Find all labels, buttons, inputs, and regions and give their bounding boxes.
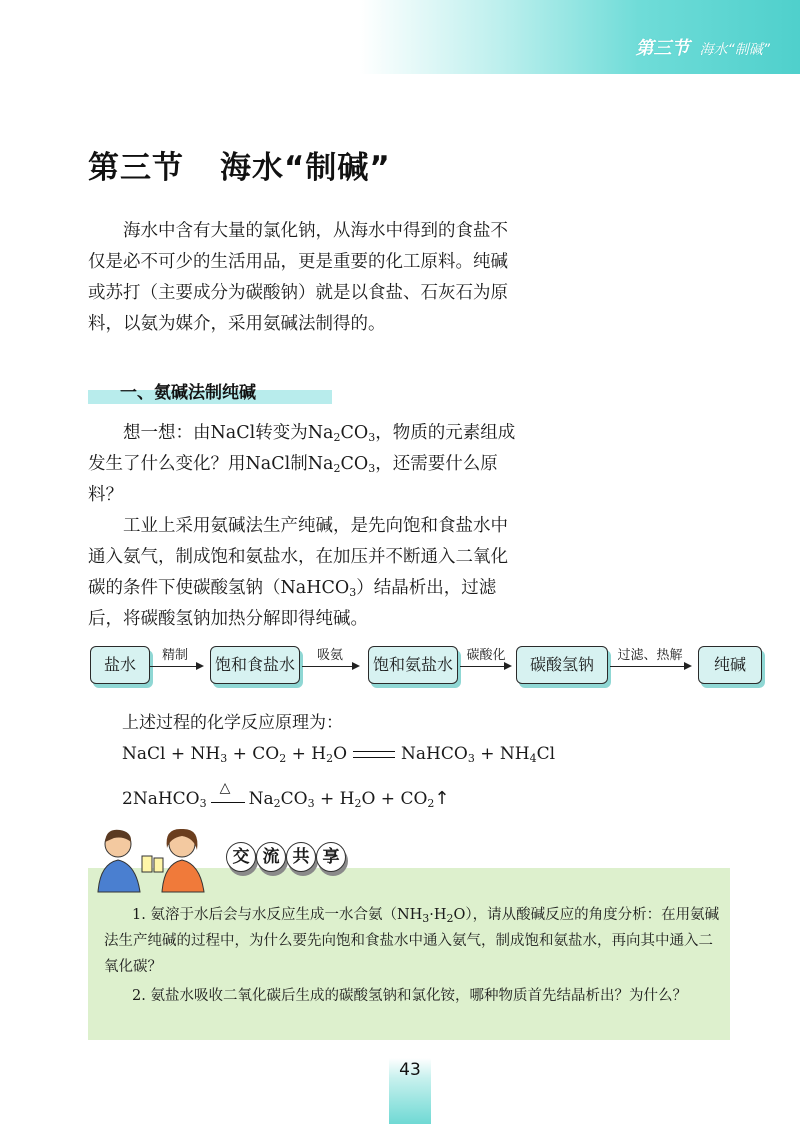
- discussion-question-1: 1. 氨溶于水后会与水反应生成一水合氨$(NH_3\cdot H_2O)$，请从酸碱反应的角度分析：在用氨碱法生产纯碱的过程中，为什么要先向饱和食盐水中通入氨气，制成饱和氨盐水，再向其中通入二氧化碳？: [104, 907, 720, 975]
- heat-triangle-icon: △: [219, 779, 231, 796]
- gas-up-arrow: ↑: [434, 788, 450, 809]
- flow-arrow-label: 吸氨: [316, 648, 343, 663]
- flow-arrow-label: 碳酸化: [466, 648, 506, 663]
- flow-box-sodium-bicarbonate: 碳酸氢钠: [516, 646, 608, 684]
- flow-arrow: [460, 666, 510, 667]
- flow-box-ammoniated-brine: 饱和氨盐水: [368, 646, 458, 684]
- flow-arrow: [302, 666, 358, 667]
- flow-arrow: [610, 666, 690, 667]
- running-header-section: 第三节: [635, 38, 690, 59]
- flow-box-soda-ash: 纯碱: [698, 646, 762, 684]
- flow-arrow-label: 精制: [161, 648, 188, 663]
- running-header: [635, 34, 770, 60]
- discussion-title-char: 享: [316, 842, 346, 872]
- section-heading: [88, 380, 332, 402]
- discussion-question-2: 2. 氨盐水吸收二氧化碳后生成的碳酸氢钠和氯化铵，哪种物质首先结晶析出？为什么？: [132, 988, 687, 1004]
- flow-arrow-label: 过滤、热解: [617, 648, 683, 663]
- equation-1: NaCl + $NH_3 + CO_2 + H_2O$ NaHCO$_3$ + $NH_4Cl$: [122, 744, 556, 765]
- running-header-topic: 海水“制碱”: [699, 42, 770, 58]
- discussion-title-char: 共: [286, 842, 316, 872]
- page-number: 43: [399, 1060, 421, 1080]
- students-illustration-icon: [90, 826, 214, 894]
- page-title-section: 第三节: [88, 150, 184, 186]
- reaction-intro: 上述过程的化学反应原理为：: [122, 713, 343, 733]
- section-heading-text: 一、氨碱法制纯碱: [120, 383, 256, 403]
- process-flow-diagram: [0, 640, 800, 690]
- heat-condition: [211, 779, 245, 810]
- equals-sign: [353, 751, 395, 758]
- flow-box-brine: 盐水: [90, 646, 150, 684]
- page-title-topic: 海水“制碱”: [220, 150, 391, 186]
- flow-box-saturated-brine: 饱和食盐水: [210, 646, 300, 684]
- intro-paragraph: 海水中含有大量的氯化钠，从海水中得到的食盐不仅是必不可少的生活用品，更是重要的化工原料。纯碱或苏打（主要成分为碳酸钠）就是以食盐、石灰石为原料，以氨为媒介，采用氨碱法制得的。: [88, 221, 508, 334]
- page-title: [88, 142, 391, 187]
- process-paragraph: 工业上采用氨碱法生产纯碱，是先向饱和食盐水中通入氨气，制成饱和氨盐水，在加压并不断通入二氧化碳的条件下使碳酸氢钠（NaHCO$_3$）结晶析出，过滤后，将碳酸氢钠加热分解即得纯碱。: [88, 516, 508, 629]
- think-paragraph: 想一想：由NaCl转变为$Na_2CO_3$，物质的元素组成发生了什么变化？用NaCl制$Na_2CO_3$，还需要什么原料？: [88, 423, 516, 505]
- equation-2: 2NaHCO$_3$ △ $Na_2CO_3 + H_2O$ + $CO_2↑$: [122, 779, 450, 810]
- flow-arrow: [150, 666, 202, 667]
- discussion-title-char: 流: [256, 842, 286, 872]
- discussion-title-char: 交: [226, 842, 256, 872]
